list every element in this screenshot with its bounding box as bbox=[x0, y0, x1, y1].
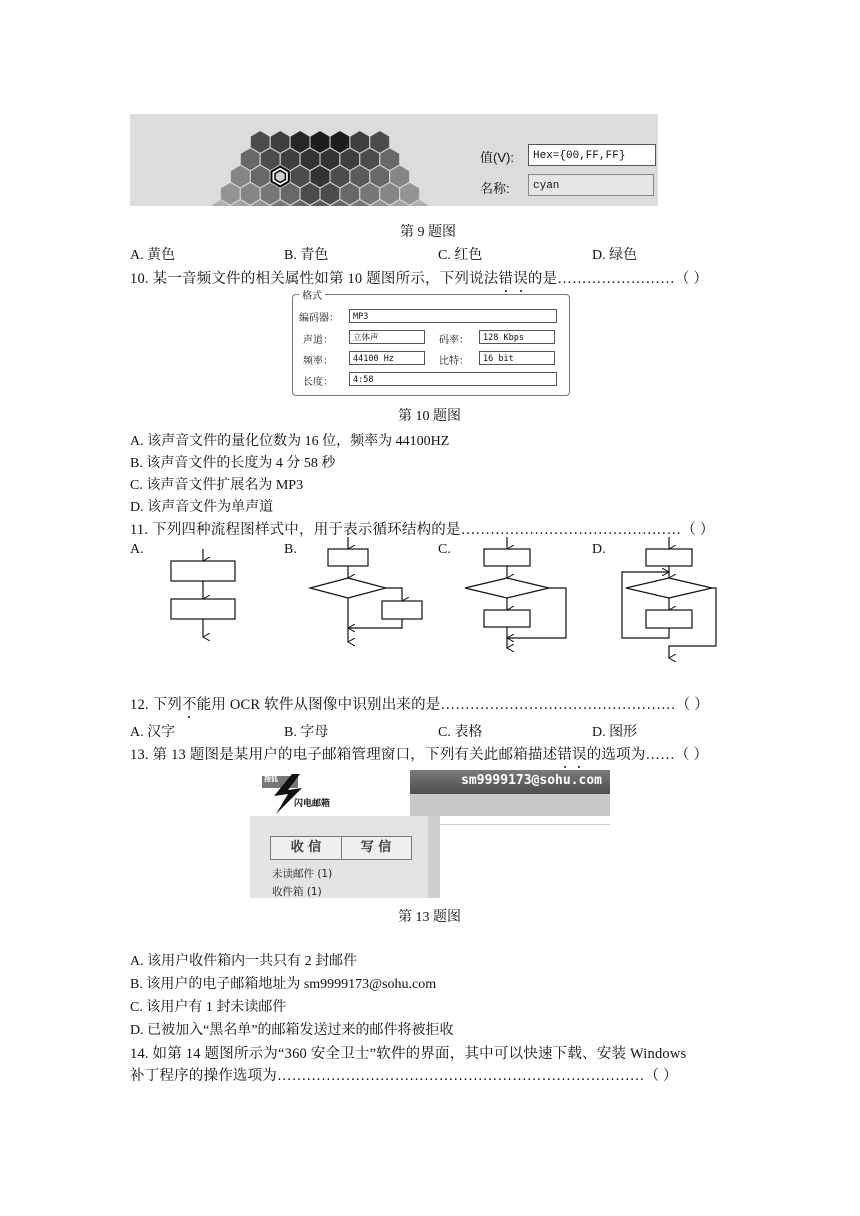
logo-small-text: 搜狐 bbox=[264, 775, 278, 783]
q13-text-post: 的选项为……（ ） bbox=[586, 747, 709, 763]
figure-13-mailbox-window bbox=[250, 770, 610, 898]
q10-option-d: D. 该声音文件为单声道 bbox=[130, 500, 274, 515]
mailbox-email-address: sm9999173@sohu.com bbox=[461, 773, 602, 788]
q13-emph-1: 错 bbox=[557, 743, 572, 764]
freq-label: 频率： bbox=[303, 356, 333, 367]
mail-button-row bbox=[270, 836, 412, 860]
q12-option-c: C. 表格 bbox=[438, 725, 483, 740]
q12-text-post: 能用 OCR 软件从图像中识别出来的是…………………………………………（ ） bbox=[196, 697, 709, 713]
q13-option-a: A. 该用户收件箱内一共只有 2 封邮件 bbox=[130, 954, 358, 969]
length-label: 长度： bbox=[303, 377, 333, 388]
receive-mail-button[interactable]: 收 信 bbox=[271, 837, 342, 859]
flowchart-c bbox=[465, 537, 566, 648]
q10-option-a: A. 该声音文件的量化位数为 16 位，频率为 44100HZ bbox=[130, 434, 450, 449]
bitrate-field: 128 Kbps bbox=[479, 330, 555, 344]
channel-field: 立体声 bbox=[349, 330, 425, 344]
q12-option-b: B. 字母 bbox=[284, 725, 329, 740]
inbox-link[interactable]: 收件箱 (1) bbox=[272, 886, 322, 898]
q10-text-post: 的是……………………（ ） bbox=[527, 271, 709, 287]
mailbox-content-area bbox=[440, 824, 610, 898]
mailbox-logo bbox=[250, 770, 410, 816]
q11-label-c: C. bbox=[438, 542, 451, 557]
q9-option-c: C. 红色 bbox=[438, 248, 483, 263]
q13-option-b: B. 该用户的电子邮箱地址为 sm9999173@sohu.com bbox=[130, 977, 437, 992]
flowchart-a bbox=[171, 549, 235, 637]
q9-option-d: D. 绿色 bbox=[592, 248, 638, 263]
bits-field: 16 bit bbox=[479, 351, 555, 365]
q10-option-b: B. 该声音文件的长度为 4 分 58 秒 bbox=[130, 456, 336, 471]
question-14-line-1: 14. 如第 14 题图所示为“360 安全卫士”软件的界面，其中可以快速下载、安装 Windows bbox=[130, 1046, 687, 1062]
q10-emph-2: 误 bbox=[513, 267, 528, 288]
q12-emph: 不 bbox=[182, 693, 197, 714]
value-field[interactable]: Hex={00,FF,FF} bbox=[528, 144, 656, 166]
flowchart-d bbox=[622, 537, 716, 658]
figure-10-caption: 第 10 题图 bbox=[398, 409, 461, 424]
q13-emph-2: 误 bbox=[572, 743, 587, 764]
channel-label: 声道： bbox=[303, 335, 333, 346]
figure-13-caption: 第 13 题图 bbox=[398, 910, 461, 925]
length-field: 4:58 bbox=[349, 372, 557, 386]
value-label: 值(V): bbox=[480, 150, 514, 165]
name-label: 名称: bbox=[480, 181, 510, 196]
question-11: 11. 下列四种流程图样式中，用于表示循环结构的是………………………………………（ ） bbox=[130, 522, 715, 538]
format-legend: 格式 bbox=[299, 287, 325, 302]
q12-option-a: A. 汉字 bbox=[130, 725, 176, 740]
q13-text-pre: 13. 第 13 题图是某用户的电子邮箱管理窗口，下列有关此邮箱描述 bbox=[130, 747, 558, 763]
freq-field: 44100 Hz bbox=[349, 351, 425, 365]
q13-option-c: C. 该用户有 1 封未读邮件 bbox=[130, 1000, 287, 1015]
bits-label: 比特： bbox=[439, 356, 469, 367]
q13-option-d: D. 已被加入“黑名单”的邮箱发送过来的邮件将被拒收 bbox=[130, 1023, 454, 1038]
question-14-line-2: 补丁程序的操作选项为…………………………………………………………………（ ） bbox=[130, 1068, 678, 1084]
q12-option-d: D. 图形 bbox=[592, 725, 638, 740]
q12-text-pre: 12. 下列 bbox=[130, 697, 182, 713]
figure-9-caption: 第 9 题图 bbox=[400, 225, 456, 240]
q9-option-a: A. 黄色 bbox=[130, 248, 176, 263]
q10-text-pre: 10. 某一音频文件的相关属性如第 10 题图所示，下列说法 bbox=[130, 271, 499, 287]
q11-label-a: A. bbox=[130, 542, 144, 557]
question-12 bbox=[130, 693, 709, 714]
q9-option-b: B. 青色 bbox=[284, 248, 329, 263]
bitrate-label: 码率： bbox=[439, 335, 469, 346]
question-13 bbox=[130, 743, 708, 764]
q10-option-c: C. 该声音文件扩展名为 MP3 bbox=[130, 478, 304, 493]
write-mail-button[interactable]: 写 信 bbox=[360, 840, 392, 855]
mailbox-logo-text: 闪电邮箱 bbox=[294, 799, 331, 809]
q11-label-d: D. bbox=[592, 542, 606, 557]
q10-emph-1: 错 bbox=[499, 267, 514, 288]
encoder-field: MP3 bbox=[349, 309, 557, 323]
encoder-label: 编码器： bbox=[299, 313, 339, 324]
flowchart-b bbox=[310, 537, 422, 642]
unread-mail-link[interactable]: 未读邮件 (1) bbox=[272, 868, 333, 880]
name-field: cyan bbox=[528, 174, 654, 196]
q11-label-b: B. bbox=[284, 542, 297, 557]
panel-edge bbox=[428, 816, 440, 898]
